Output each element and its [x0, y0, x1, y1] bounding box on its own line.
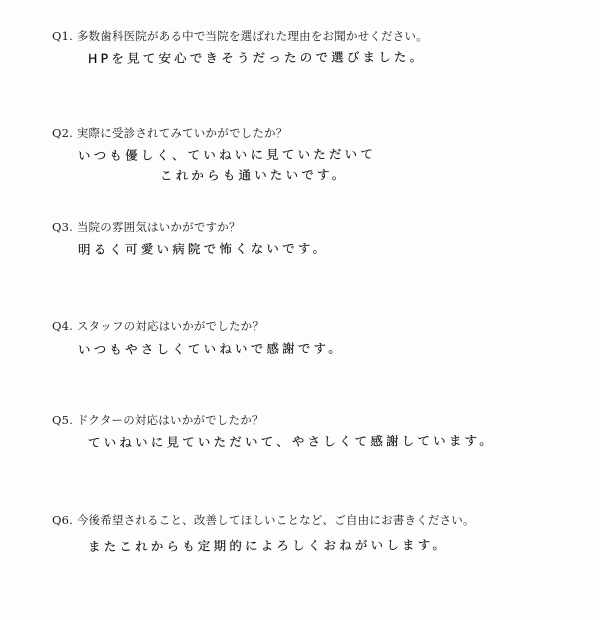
answer-2-line-1: いつも優しく、ていねいに見ていただいて — [77, 146, 377, 163]
question-3: Q3. 当院の雰囲気はいかがですか？ — [52, 220, 241, 234]
answer-5: ていねいに見ていただいて、やさしくて感謝しています。 — [87, 432, 495, 450]
question-4: Q4. スタッフの対応はいかがでしたか？ — [52, 319, 265, 333]
question-2: Q2. 実際に受診されてみていかがでしたか？ — [52, 126, 288, 140]
answer-1: HPを見て安心できそうだったので選びました。 — [87, 49, 426, 66]
question-6: Q6. 今後希望されること、改善してほしいことなど、ご自由にお書きください。 — [52, 513, 475, 527]
question-1: Q1. 多数歯科医院がある中で当院を選ばれた理由をお聞かせください。 — [52, 29, 428, 43]
answer-4: いつもやさしくていねいで感謝です。 — [77, 340, 344, 357]
answer-2-line-2: これからも通いたいです。 — [159, 167, 348, 183]
answer-3: 明るく可愛い病院で怖くないです。 — [77, 240, 329, 257]
question-5: Q5. ドクターの対応はいかがでしたか？ — [52, 413, 264, 427]
answer-6: またこれからも定期的によろしくおねがいします。 — [87, 537, 449, 554]
